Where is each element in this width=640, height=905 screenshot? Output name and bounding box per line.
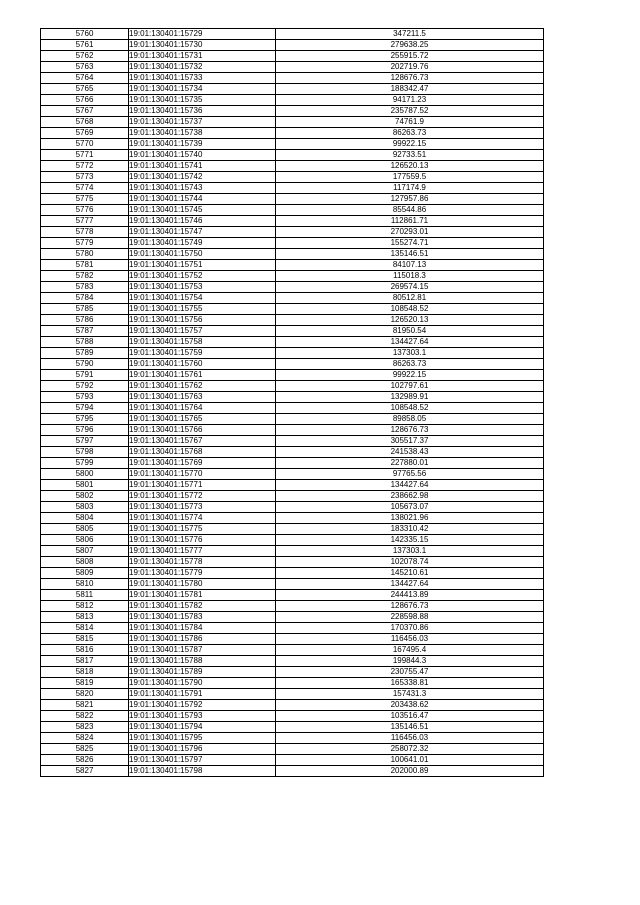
cadastral-number-cell: 19:01:130401:15761	[129, 370, 276, 381]
row-id-cell: 5787	[41, 326, 129, 337]
table-row	[41, 95, 544, 106]
table-row	[41, 678, 544, 689]
cadastral-number-cell: 19:01:130401:15787	[129, 645, 276, 656]
table-row	[41, 40, 544, 51]
table-row	[41, 447, 544, 458]
table-row	[41, 161, 544, 172]
table-row	[41, 469, 544, 480]
cadastral-number-cell: 19:01:130401:15749	[129, 238, 276, 249]
cadastral-number-cell: 19:01:130401:15798	[129, 766, 276, 777]
table-row	[41, 62, 544, 73]
cadastral-number-cell: 19:01:130401:15783	[129, 612, 276, 623]
table-row	[41, 480, 544, 491]
cadastral-number-cell: 19:01:130401:15735	[129, 95, 276, 106]
row-id-cell: 5806	[41, 535, 129, 546]
cadastral-number-cell: 19:01:130401:15758	[129, 337, 276, 348]
table-row	[41, 216, 544, 227]
value-cell: 155274.71	[276, 238, 544, 249]
value-cell: 199844.3	[276, 656, 544, 667]
value-cell: 108548.52	[276, 304, 544, 315]
table-row	[41, 337, 544, 348]
table-row	[41, 51, 544, 62]
row-id-cell: 5816	[41, 645, 129, 656]
row-id-cell: 5814	[41, 623, 129, 634]
value-cell: 84107.13	[276, 260, 544, 271]
row-id-cell: 5790	[41, 359, 129, 370]
value-cell: 145210.61	[276, 568, 544, 579]
cadastral-number-cell: 19:01:130401:15750	[129, 249, 276, 260]
value-cell: 258072.32	[276, 744, 544, 755]
row-id-cell: 5772	[41, 161, 129, 172]
row-id-cell: 5771	[41, 150, 129, 161]
table-row	[41, 304, 544, 315]
cadastral-number-cell: 19:01:130401:15773	[129, 502, 276, 513]
table-row	[41, 205, 544, 216]
cadastral-number-cell: 19:01:130401:15745	[129, 205, 276, 216]
cadastral-number-cell: 19:01:130401:15736	[129, 106, 276, 117]
value-cell: 137303.1	[276, 546, 544, 557]
row-id-cell: 5784	[41, 293, 129, 304]
row-id-cell: 5803	[41, 502, 129, 513]
cadastral-number-cell: 19:01:130401:15794	[129, 722, 276, 733]
table-row	[41, 117, 544, 128]
value-cell: 92733.51	[276, 150, 544, 161]
cadastral-number-cell: 19:01:130401:15772	[129, 491, 276, 502]
value-cell: 112861.71	[276, 216, 544, 227]
cadastral-number-cell: 19:01:130401:15747	[129, 227, 276, 238]
value-cell: 116456.03	[276, 733, 544, 744]
table-row	[41, 403, 544, 414]
table-row	[41, 194, 544, 205]
value-cell: 86263.73	[276, 128, 544, 139]
cadastral-number-cell: 19:01:130401:15770	[129, 469, 276, 480]
cadastral-number-cell: 19:01:130401:15763	[129, 392, 276, 403]
table-row	[41, 425, 544, 436]
row-id-cell: 5785	[41, 304, 129, 315]
value-cell: 126520.13	[276, 315, 544, 326]
table-body	[41, 29, 544, 777]
value-cell: 105673.07	[276, 502, 544, 513]
row-id-cell: 5821	[41, 700, 129, 711]
value-cell: 135146.51	[276, 249, 544, 260]
cadastral-number-cell: 19:01:130401:15778	[129, 557, 276, 568]
row-id-cell: 5795	[41, 414, 129, 425]
cadastral-number-cell: 19:01:130401:15777	[129, 546, 276, 557]
cadastral-number-cell: 19:01:130401:15756	[129, 315, 276, 326]
table-row	[41, 744, 544, 755]
cadastral-number-cell: 19:01:130401:15746	[129, 216, 276, 227]
row-id-cell: 5786	[41, 315, 129, 326]
value-cell: 102078.74	[276, 557, 544, 568]
row-id-cell: 5811	[41, 590, 129, 601]
value-cell: 85544.86	[276, 205, 544, 216]
cadastral-number-cell: 19:01:130401:15769	[129, 458, 276, 469]
row-id-cell: 5824	[41, 733, 129, 744]
cadastral-number-cell: 19:01:130401:15740	[129, 150, 276, 161]
cadastral-number-cell: 19:01:130401:15786	[129, 634, 276, 645]
value-cell: 347211.5	[276, 29, 544, 40]
table-row	[41, 348, 544, 359]
row-id-cell: 5820	[41, 689, 129, 700]
table-row	[41, 84, 544, 95]
table-row	[41, 766, 544, 777]
value-cell: 128676.73	[276, 425, 544, 436]
row-id-cell: 5810	[41, 579, 129, 590]
row-id-cell: 5802	[41, 491, 129, 502]
cadastral-number-cell: 19:01:130401:15782	[129, 601, 276, 612]
row-id-cell: 5778	[41, 227, 129, 238]
cadastral-number-cell: 19:01:130401:15734	[129, 84, 276, 95]
value-cell: 134427.64	[276, 337, 544, 348]
cadastral-number-cell: 19:01:130401:15793	[129, 711, 276, 722]
row-id-cell: 5761	[41, 40, 129, 51]
value-cell: 116456.03	[276, 634, 544, 645]
value-cell: 128676.73	[276, 73, 544, 84]
row-id-cell: 5765	[41, 84, 129, 95]
cadastral-number-cell: 19:01:130401:15752	[129, 271, 276, 282]
table-row	[41, 260, 544, 271]
row-id-cell: 5792	[41, 381, 129, 392]
value-cell: 99922.15	[276, 139, 544, 150]
table-row	[41, 150, 544, 161]
value-cell: 238662.98	[276, 491, 544, 502]
value-cell: 81950.54	[276, 326, 544, 337]
row-id-cell: 5769	[41, 128, 129, 139]
cadastral-number-cell: 19:01:130401:15739	[129, 139, 276, 150]
row-id-cell: 5764	[41, 73, 129, 84]
value-cell: 279638.25	[276, 40, 544, 51]
table-row	[41, 172, 544, 183]
table-row	[41, 722, 544, 733]
table-row	[41, 568, 544, 579]
cadastral-number-cell: 19:01:130401:15767	[129, 436, 276, 447]
row-id-cell: 5813	[41, 612, 129, 623]
cadastral-number-cell: 19:01:130401:15743	[129, 183, 276, 194]
table-row	[41, 601, 544, 612]
value-cell: 89858.05	[276, 414, 544, 425]
row-id-cell: 5800	[41, 469, 129, 480]
table-row	[41, 590, 544, 601]
table-row	[41, 557, 544, 568]
table-row	[41, 579, 544, 590]
value-cell: 157431.3	[276, 689, 544, 700]
value-cell: 167495.4	[276, 645, 544, 656]
table-row	[41, 667, 544, 678]
value-cell: 99922.15	[276, 370, 544, 381]
row-id-cell: 5796	[41, 425, 129, 436]
table-row	[41, 128, 544, 139]
cadastral-number-cell: 19:01:130401:15729	[129, 29, 276, 40]
value-cell: 80512.81	[276, 293, 544, 304]
row-id-cell: 5777	[41, 216, 129, 227]
cadastral-number-cell: 19:01:130401:15754	[129, 293, 276, 304]
cadastral-number-cell: 19:01:130401:15774	[129, 513, 276, 524]
cadastral-number-cell: 19:01:130401:15775	[129, 524, 276, 535]
table-row	[41, 513, 544, 524]
cadastral-number-cell: 19:01:130401:15796	[129, 744, 276, 755]
table-row	[41, 755, 544, 766]
value-cell: 255915.72	[276, 51, 544, 62]
table-row	[41, 238, 544, 249]
cadastral-number-cell: 19:01:130401:15765	[129, 414, 276, 425]
cadastral-number-cell: 19:01:130401:15760	[129, 359, 276, 370]
value-cell: 115018.3	[276, 271, 544, 282]
cadastral-number-cell: 19:01:130401:15737	[129, 117, 276, 128]
value-cell: 97765.56	[276, 469, 544, 480]
row-id-cell: 5822	[41, 711, 129, 722]
row-id-cell: 5773	[41, 172, 129, 183]
table-row	[41, 711, 544, 722]
value-cell: 170370.86	[276, 623, 544, 634]
table-row	[41, 271, 544, 282]
cadastral-number-cell: 19:01:130401:15742	[129, 172, 276, 183]
value-cell: 94171.23	[276, 95, 544, 106]
row-id-cell: 5804	[41, 513, 129, 524]
row-id-cell: 5812	[41, 601, 129, 612]
table-row	[41, 392, 544, 403]
cadastral-number-cell: 19:01:130401:15776	[129, 535, 276, 546]
row-id-cell: 5823	[41, 722, 129, 733]
cadastral-number-cell: 19:01:130401:15741	[129, 161, 276, 172]
cadastral-number-cell: 19:01:130401:15766	[129, 425, 276, 436]
cadastral-number-cell: 19:01:130401:15797	[129, 755, 276, 766]
value-cell: 203438.62	[276, 700, 544, 711]
value-cell: 103516.47	[276, 711, 544, 722]
value-cell: 134427.64	[276, 480, 544, 491]
row-id-cell: 5791	[41, 370, 129, 381]
row-id-cell: 5766	[41, 95, 129, 106]
table-row	[41, 73, 544, 84]
cadastral-number-cell: 19:01:130401:15780	[129, 579, 276, 590]
cadastral-number-cell: 19:01:130401:15795	[129, 733, 276, 744]
table-row	[41, 491, 544, 502]
value-cell: 235787.52	[276, 106, 544, 117]
cadastral-number-cell: 19:01:130401:15781	[129, 590, 276, 601]
cadastral-number-cell: 19:01:130401:15789	[129, 667, 276, 678]
cadastral-number-cell: 19:01:130401:15755	[129, 304, 276, 315]
table-row	[41, 436, 544, 447]
table-row	[41, 326, 544, 337]
row-id-cell: 5815	[41, 634, 129, 645]
row-id-cell: 5770	[41, 139, 129, 150]
value-cell: 244413.89	[276, 590, 544, 601]
cadastral-number-cell: 19:01:130401:15759	[129, 348, 276, 359]
cadastral-number-cell: 19:01:130401:15764	[129, 403, 276, 414]
table-row	[41, 612, 544, 623]
value-cell: 132989.91	[276, 392, 544, 403]
value-cell: 228598.88	[276, 612, 544, 623]
table-row	[41, 293, 544, 304]
table-row	[41, 524, 544, 535]
table-row	[41, 139, 544, 150]
cadastral-number-cell: 19:01:130401:15751	[129, 260, 276, 271]
table-row	[41, 359, 544, 370]
row-id-cell: 5809	[41, 568, 129, 579]
value-cell: 135146.51	[276, 722, 544, 733]
row-id-cell: 5768	[41, 117, 129, 128]
value-cell: 165338.81	[276, 678, 544, 689]
cadastral-number-cell: 19:01:130401:15753	[129, 282, 276, 293]
row-id-cell: 5827	[41, 766, 129, 777]
table-row	[41, 106, 544, 117]
table-row	[41, 227, 544, 238]
value-cell: 202000.89	[276, 766, 544, 777]
table-row	[41, 634, 544, 645]
value-cell: 269574.15	[276, 282, 544, 293]
table-row	[41, 700, 544, 711]
table-row	[41, 29, 544, 40]
table-row	[41, 414, 544, 425]
value-cell: 134427.64	[276, 579, 544, 590]
row-id-cell: 5817	[41, 656, 129, 667]
value-cell: 86263.73	[276, 359, 544, 370]
row-id-cell: 5760	[41, 29, 129, 40]
value-cell: 305517.37	[276, 436, 544, 447]
table-row	[41, 502, 544, 513]
row-id-cell: 5807	[41, 546, 129, 557]
row-id-cell: 5782	[41, 271, 129, 282]
row-id-cell: 5788	[41, 337, 129, 348]
table-row	[41, 370, 544, 381]
table-row	[41, 249, 544, 260]
cadastral-number-cell: 19:01:130401:15730	[129, 40, 276, 51]
cadastral-number-cell: 19:01:130401:15757	[129, 326, 276, 337]
table-row	[41, 733, 544, 744]
row-id-cell: 5818	[41, 667, 129, 678]
cadastral-number-cell: 19:01:130401:15738	[129, 128, 276, 139]
table-row	[41, 315, 544, 326]
value-cell: 102797.61	[276, 381, 544, 392]
row-id-cell: 5781	[41, 260, 129, 271]
value-cell: 230755.47	[276, 667, 544, 678]
cadastral-number-cell: 19:01:130401:15779	[129, 568, 276, 579]
cadastral-number-cell: 19:01:130401:15733	[129, 73, 276, 84]
value-cell: 188342.47	[276, 84, 544, 95]
cadastral-number-cell: 19:01:130401:15784	[129, 623, 276, 634]
value-cell: 270293.01	[276, 227, 544, 238]
value-cell: 127957.86	[276, 194, 544, 205]
row-id-cell: 5779	[41, 238, 129, 249]
cadastral-number-cell: 19:01:130401:15762	[129, 381, 276, 392]
data-table	[40, 28, 544, 777]
value-cell: 142335.15	[276, 535, 544, 546]
value-cell: 126520.13	[276, 161, 544, 172]
table-row	[41, 535, 544, 546]
row-id-cell: 5793	[41, 392, 129, 403]
value-cell: 241538.43	[276, 447, 544, 458]
cadastral-number-cell: 19:01:130401:15771	[129, 480, 276, 491]
cadastral-number-cell: 19:01:130401:15768	[129, 447, 276, 458]
cadastral-number-cell: 19:01:130401:15791	[129, 689, 276, 700]
table-row	[41, 623, 544, 634]
table-row	[41, 645, 544, 656]
table-row	[41, 183, 544, 194]
row-id-cell: 5774	[41, 183, 129, 194]
value-cell: 128676.73	[276, 601, 544, 612]
value-cell: 227880.01	[276, 458, 544, 469]
row-id-cell: 5799	[41, 458, 129, 469]
cadastral-number-cell: 19:01:130401:15732	[129, 62, 276, 73]
row-id-cell: 5801	[41, 480, 129, 491]
table-row	[41, 656, 544, 667]
row-id-cell: 5825	[41, 744, 129, 755]
row-id-cell: 5763	[41, 62, 129, 73]
cadastral-number-cell: 19:01:130401:15744	[129, 194, 276, 205]
value-cell: 108548.52	[276, 403, 544, 414]
cadastral-number-cell: 19:01:130401:15788	[129, 656, 276, 667]
row-id-cell: 5775	[41, 194, 129, 205]
value-cell: 137303.1	[276, 348, 544, 359]
value-cell: 117174.9	[276, 183, 544, 194]
row-id-cell: 5776	[41, 205, 129, 216]
value-cell: 100641.01	[276, 755, 544, 766]
row-id-cell: 5826	[41, 755, 129, 766]
row-id-cell: 5780	[41, 249, 129, 260]
cadastral-number-cell: 19:01:130401:15790	[129, 678, 276, 689]
table-row	[41, 546, 544, 557]
table-row	[41, 381, 544, 392]
row-id-cell: 5798	[41, 447, 129, 458]
document-page	[40, 28, 543, 777]
row-id-cell: 5819	[41, 678, 129, 689]
row-id-cell: 5767	[41, 106, 129, 117]
value-cell: 177559.5	[276, 172, 544, 183]
table-row	[41, 689, 544, 700]
value-cell: 138021.96	[276, 513, 544, 524]
row-id-cell: 5794	[41, 403, 129, 414]
value-cell: 74761.9	[276, 117, 544, 128]
row-id-cell: 5808	[41, 557, 129, 568]
cadastral-number-cell: 19:01:130401:15731	[129, 51, 276, 62]
table-row	[41, 458, 544, 469]
cadastral-number-cell: 19:01:130401:15792	[129, 700, 276, 711]
value-cell: 183310.42	[276, 524, 544, 535]
table-row	[41, 282, 544, 293]
row-id-cell: 5797	[41, 436, 129, 447]
row-id-cell: 5783	[41, 282, 129, 293]
row-id-cell: 5789	[41, 348, 129, 359]
value-cell: 202719.76	[276, 62, 544, 73]
row-id-cell: 5805	[41, 524, 129, 535]
row-id-cell: 5762	[41, 51, 129, 62]
